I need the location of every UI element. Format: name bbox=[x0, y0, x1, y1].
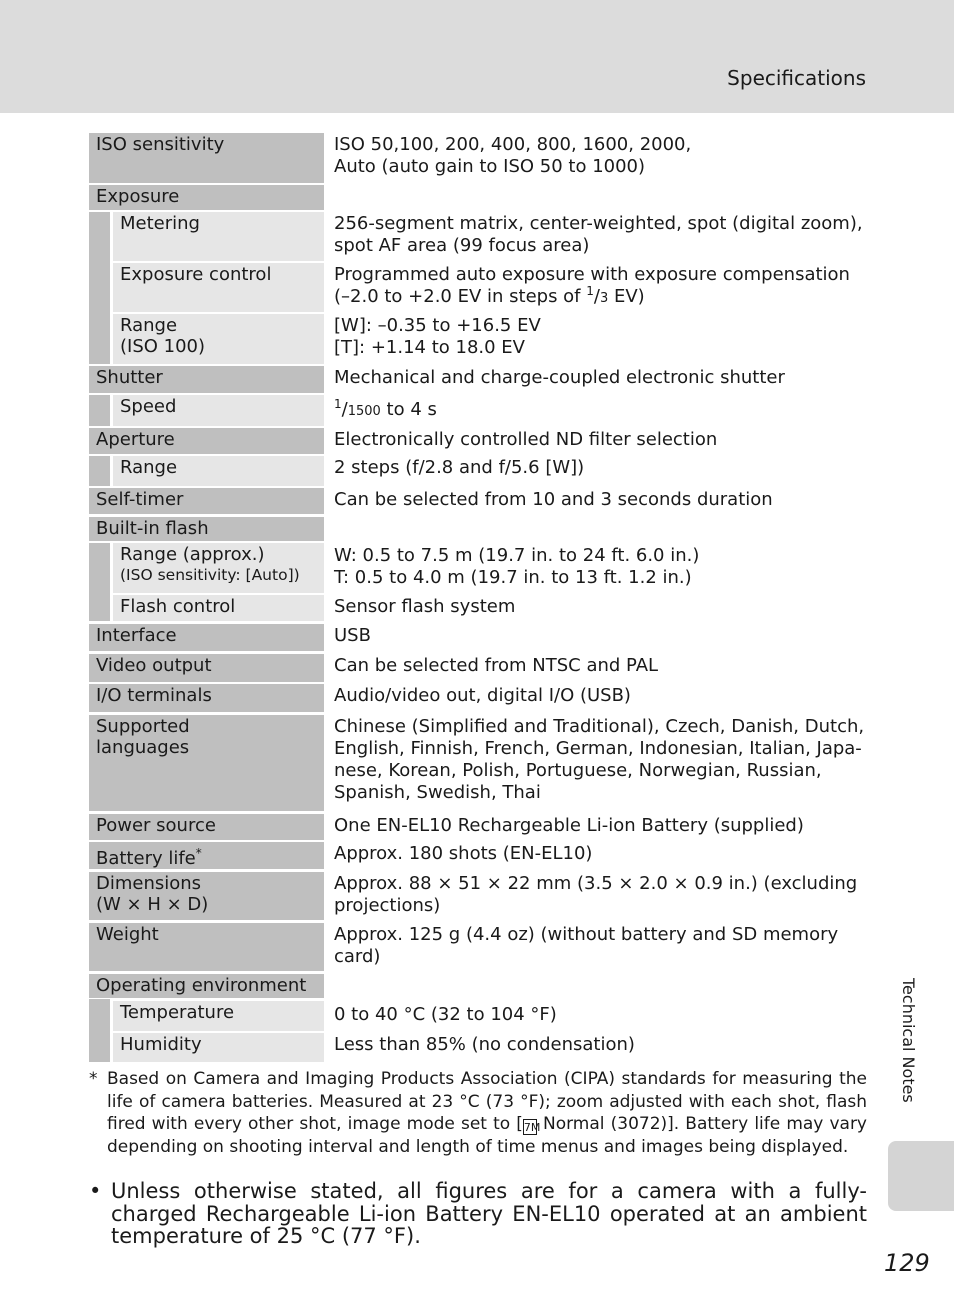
spec-row-flash-range bbox=[89, 543, 869, 593]
spec-label-line: Dimensions bbox=[96, 873, 202, 894]
spec-row-shutter-speed bbox=[89, 395, 869, 426]
spec-value-line: ISO 50,100, 200, 400, 800, 1600, 2000, bbox=[334, 134, 692, 155]
side-tab bbox=[888, 1141, 954, 1211]
spec-label-box bbox=[89, 872, 324, 920]
image-mode-icon: 7M bbox=[523, 1121, 541, 1134]
spec-value-line: Auto (auto gain to ISO 50 to 1000) bbox=[334, 156, 646, 177]
spec-label bbox=[96, 873, 208, 915]
spec-label: Exposure bbox=[96, 186, 180, 207]
spec-row-interface bbox=[89, 624, 869, 651]
spec-value-line: W: 0.5 to 7.5 m (19.7 in. to 24 ft. 6.0 in.) bbox=[334, 545, 700, 566]
spec-row-battery-life bbox=[89, 842, 869, 869]
spec-label: Flash control bbox=[120, 596, 236, 617]
spec-value-line: Less than 85% (no condensation) bbox=[334, 1034, 635, 1055]
spec-value bbox=[334, 315, 869, 359]
spec-sublabel-box bbox=[113, 1001, 324, 1031]
spec-value-line: Can be selected from 10 and 3 seconds duration bbox=[334, 489, 773, 510]
spec-label-box bbox=[89, 654, 324, 682]
spec-label: Exposure control bbox=[120, 264, 272, 285]
spec-value-line: Mechanical and charge-coupled electronic shutter bbox=[334, 367, 785, 388]
spec-sublabel-box bbox=[113, 314, 324, 364]
spec-label: Aperture bbox=[96, 429, 175, 450]
spec-value-line: Electronically controlled ND filter selection bbox=[334, 429, 718, 450]
spec-value-line: 0 to 40 °C (32 to 104 °F) bbox=[334, 1004, 557, 1025]
spec-label: Weight bbox=[96, 924, 159, 945]
spec-value-line: spot AF area (99 focus area) bbox=[334, 235, 590, 256]
fraction-numerator: 1 bbox=[334, 397, 342, 411]
page-number: 129 bbox=[884, 1249, 930, 1277]
spec-label bbox=[120, 544, 300, 586]
spec-label: Range bbox=[120, 457, 178, 478]
spec-value-line: English, Finnish, French, German, Indonesian, Italian, Japa- bbox=[334, 738, 862, 759]
spec-value bbox=[334, 655, 869, 677]
spec-label-box bbox=[89, 923, 324, 971]
spec-label-box bbox=[89, 684, 324, 712]
spec-value bbox=[334, 685, 869, 707]
spec-label: Power source bbox=[96, 815, 216, 836]
spec-row-supported-languages bbox=[89, 715, 869, 811]
spec-label-line: Supported bbox=[96, 716, 190, 737]
spec-value bbox=[334, 213, 869, 257]
spec-value-line: Sensor flash system bbox=[334, 596, 516, 617]
spec-row-io-terminals bbox=[89, 684, 869, 712]
spec-value bbox=[334, 873, 869, 917]
spec-value-line: Programmed auto exposure with exposure compensation bbox=[334, 264, 850, 285]
spec-sublabel-box bbox=[113, 595, 324, 621]
spec-value bbox=[334, 489, 869, 511]
header-band bbox=[0, 0, 954, 113]
spec-value bbox=[334, 596, 869, 618]
spec-value-line: Audio/video out, digital I/O (USB) bbox=[334, 685, 631, 706]
spec-row-weight bbox=[89, 923, 869, 971]
footnote-text-part: Based on Camera and Imaging Products Association (CIPA) standards for measuring the life of camera batteries. Measured at 23 °C (73 °F); zoom adjusted with each shot, flash fired with every other shot, image mode set to [ bbox=[107, 1069, 867, 1134]
spec-label-box bbox=[89, 133, 324, 183]
spec-label-line: (W × H × D) bbox=[96, 894, 209, 915]
spec-label-box bbox=[89, 488, 324, 514]
spec-label: Shutter bbox=[96, 367, 163, 388]
bullet-note bbox=[89, 1180, 867, 1248]
spec-value-line: $^1$/1500 to 4 s bbox=[334, 397, 437, 420]
footnote-text-part: Normal (3072)]. Battery life may vary depending on shooting interval and length of time menus and images being displayed. bbox=[107, 1114, 867, 1157]
spec-sublabel-box bbox=[113, 212, 324, 261]
fraction-denominator: 1500 bbox=[347, 404, 381, 419]
spec-label bbox=[96, 716, 190, 758]
spec-row-built-in-flash bbox=[89, 517, 869, 541]
spec-value-part: EV) bbox=[608, 286, 645, 307]
spec-value-line: Spanish, Swedish, Thai bbox=[334, 782, 541, 803]
spec-label-line: Range (approx.) bbox=[120, 544, 265, 565]
spec-label: Interface bbox=[96, 625, 177, 646]
spec-value bbox=[334, 625, 869, 647]
spec-sublabel-box bbox=[113, 1033, 324, 1062]
spec-value-part: (–2.0 to +2.0 EV in steps of bbox=[334, 286, 587, 307]
spec-label: Built-in flash bbox=[96, 518, 209, 539]
spec-label-line: (ISO sensitivity: [Auto]) bbox=[120, 566, 300, 584]
spec-row-exposure-range bbox=[89, 314, 869, 364]
spec-label-box bbox=[89, 366, 324, 393]
spec-row-temperature bbox=[89, 1001, 869, 1031]
fraction-denominator: 3 bbox=[599, 291, 609, 306]
side-tab-text: Technical Notes bbox=[899, 978, 918, 1103]
spec-value bbox=[334, 134, 869, 178]
spec-row-operating-environment bbox=[89, 974, 869, 998]
spec-label-box bbox=[89, 974, 324, 998]
spec-label: I/O terminals bbox=[96, 685, 212, 706]
spec-value-line: nese, Korean, Polish, Portuguese, Norwegian, Russian, bbox=[334, 760, 822, 781]
spec-value-line: [T]: +1.14 to 18.0 EV bbox=[334, 337, 525, 358]
spec-row-metering bbox=[89, 212, 869, 261]
spec-label-line: (ISO 100) bbox=[120, 336, 206, 357]
bullet-marker: • bbox=[89, 1179, 102, 1203]
spec-value-line: projections) bbox=[334, 895, 441, 916]
spec-value-line: Can be selected from NTSC and PAL bbox=[334, 655, 659, 676]
spec-label-box bbox=[89, 185, 324, 210]
spec-label-box bbox=[89, 624, 324, 651]
spec-label-line: languages bbox=[96, 737, 190, 758]
spec-value bbox=[334, 716, 869, 804]
spec-value-part: to 4 s bbox=[380, 399, 437, 420]
side-tab-label bbox=[894, 978, 924, 1128]
spec-value-line: Approx. 180 shots (EN-EL10) bbox=[334, 843, 593, 864]
spec-value-line: Approx. 88 × 51 × 22 mm (3.5 × 2.0 × 0.9 in.) (excluding bbox=[334, 873, 858, 894]
spec-label: Self-timer bbox=[96, 489, 184, 510]
spec-label-box bbox=[89, 517, 324, 541]
spec-row-exposure bbox=[89, 185, 869, 210]
spec-label-box bbox=[89, 814, 324, 840]
spec-row-humidity bbox=[89, 1033, 869, 1062]
spec-value-line: One EN-EL10 Rechargeable Li-ion Battery (supplied) bbox=[334, 815, 804, 836]
spec-label-box bbox=[89, 428, 324, 454]
spec-sublabel-box bbox=[113, 263, 324, 312]
spec-value bbox=[334, 264, 869, 310]
spec-value bbox=[334, 843, 869, 865]
spec-label bbox=[120, 315, 205, 357]
spec-label: Video output bbox=[96, 655, 212, 676]
spec-row-dimensions bbox=[89, 872, 869, 920]
spec-label-box bbox=[89, 842, 324, 869]
spec-value-line: T: 0.5 to 4.0 m (19.7 in. to 13 ft. 1.2 in.) bbox=[334, 567, 692, 588]
spec-value-line: [W]: –0.35 to +16.5 EV bbox=[334, 315, 541, 336]
spec-label-main: Battery life bbox=[96, 848, 196, 869]
spec-row-self-timer bbox=[89, 488, 869, 514]
spec-label-box bbox=[89, 715, 324, 811]
spec-label bbox=[96, 843, 202, 869]
spec-row-iso bbox=[89, 133, 869, 183]
spec-sublabel-box bbox=[113, 543, 324, 593]
spec-label: Operating environment bbox=[96, 975, 307, 996]
footnote-text bbox=[107, 1068, 867, 1158]
spec-value bbox=[334, 1004, 869, 1026]
spec-value-line: Chinese (Simplified and Traditional), Czech, Danish, Dutch, bbox=[334, 716, 865, 737]
spec-value-line: Approx. 125 g (4.4 oz) (without battery and SD memory bbox=[334, 924, 839, 945]
spec-label: Speed bbox=[120, 396, 177, 417]
spec-row-power-source bbox=[89, 814, 869, 840]
fraction-numerator: 1 bbox=[586, 284, 594, 298]
spec-label: Temperature bbox=[120, 1002, 235, 1023]
spec-value bbox=[334, 924, 869, 968]
spec-value bbox=[334, 429, 869, 451]
spec-row-flash-control bbox=[89, 595, 869, 621]
spec-value bbox=[334, 545, 869, 589]
footnote-marker: * bbox=[89, 1069, 98, 1089]
spec-row-aperture-range bbox=[89, 456, 869, 486]
spec-value bbox=[334, 367, 869, 389]
spec-value-line: 256-segment matrix, center-weighted, spot (digital zoom), bbox=[334, 213, 863, 234]
spec-value bbox=[334, 399, 869, 423]
spec-label: Metering bbox=[120, 213, 200, 234]
spec-label-line: Range bbox=[120, 315, 178, 336]
spec-sublabel-box bbox=[113, 395, 324, 426]
spec-row-video-output bbox=[89, 654, 869, 682]
spec-value-line: card) bbox=[334, 946, 381, 967]
spec-row-exposure-control bbox=[89, 263, 869, 312]
spec-label: ISO sensitivity bbox=[96, 134, 225, 155]
spec-row-aperture bbox=[89, 428, 869, 454]
spec-sublabel-box bbox=[113, 456, 324, 486]
spec-label: Humidity bbox=[120, 1034, 202, 1055]
spec-value-line: 2 steps (f/2.8 and f/5.6 [W]) bbox=[334, 457, 585, 478]
spec-value-line: (–2.0 to +2.0 EV in steps of $^1$/3 EV) bbox=[334, 284, 645, 307]
spec-value bbox=[334, 815, 869, 837]
page-header-title: Specifications bbox=[727, 66, 866, 90]
spec-value bbox=[334, 1034, 869, 1056]
bullet-text: Unless otherwise stated, all figures are for a camera with a fully-charged Rechargeable Li-ion Battery EN-EL10 operated at an ambient temperature of 25 °C (77 °F). bbox=[111, 1179, 867, 1248]
spec-value-line: USB bbox=[334, 625, 371, 646]
spec-value bbox=[334, 457, 869, 479]
spec-row-shutter bbox=[89, 366, 869, 393]
battery-footnote bbox=[89, 1068, 867, 1158]
footnote-marker: * bbox=[195, 846, 202, 860]
